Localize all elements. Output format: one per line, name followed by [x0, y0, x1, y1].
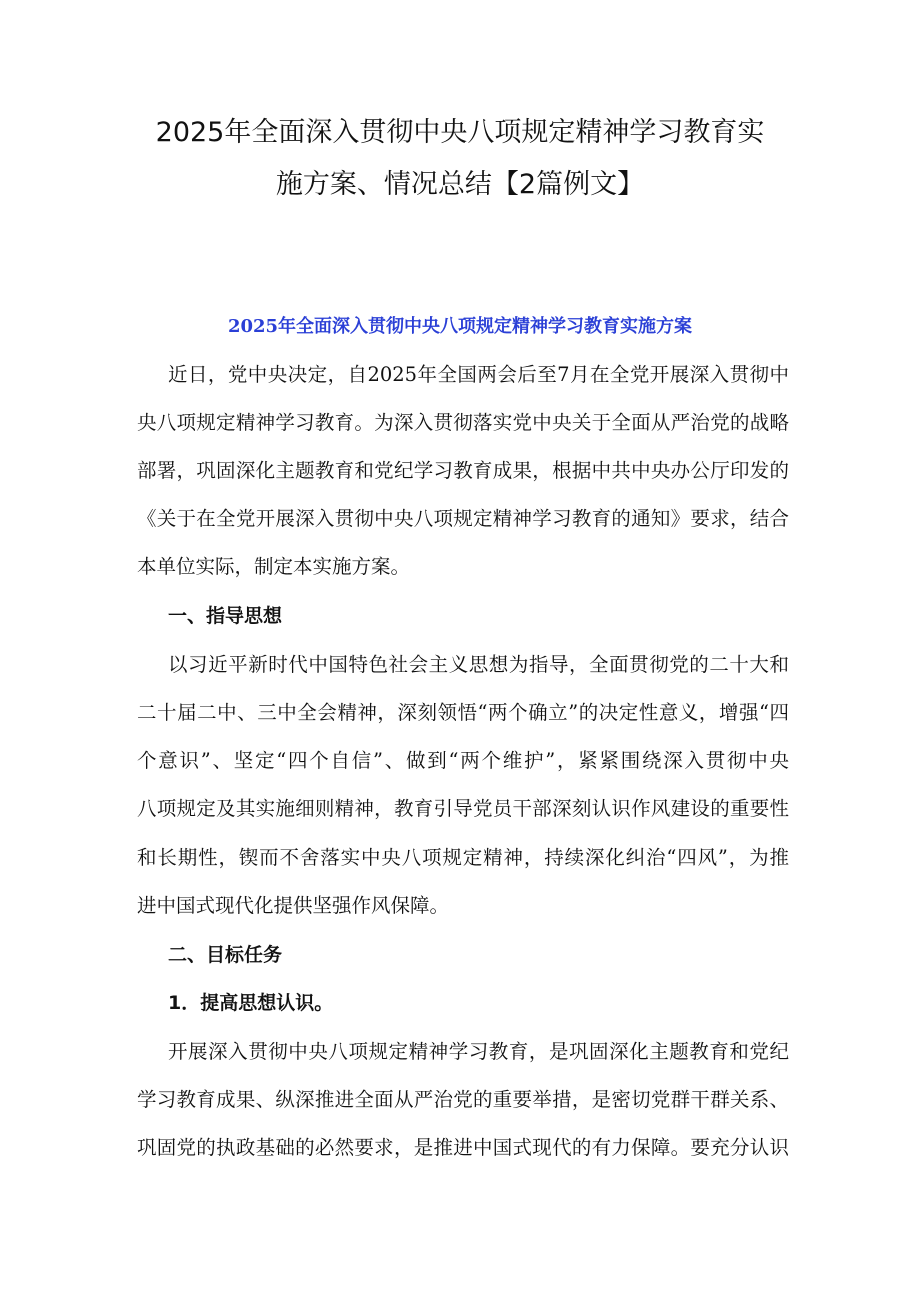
- section-heading-goals: 二、目标任务: [168, 944, 283, 966]
- section1-line: 个意识”、坚定“四个自信”、做到“两个维护”，紧紧围绕深入贯彻中央: [137, 749, 789, 772]
- intro-line: 近日，党中央决定，自2025年全国两会后至7月在全党开展深入贯彻中: [168, 363, 789, 386]
- intro-line: 部署，巩固深化主题教育和党纪学习教育成果，根据中共中央办公厅印发的: [137, 459, 789, 482]
- intro-line: 本单位实际，制定本实施方案。: [137, 555, 411, 578]
- document-title-line-2: 施方案、情况总结【2篇例文】: [275, 169, 645, 200]
- section1-line: 以习近平新时代中国特色社会主义思想为指导，全面贯彻党的二十大和: [168, 653, 789, 676]
- item1-line: 开展深入贯彻中央八项规定精神学习教育，是巩固深化主题教育和党纪: [168, 1040, 789, 1063]
- item-heading-raise-awareness: 1．提高思想认识。: [168, 992, 334, 1014]
- section-subtitle: 2025年全面深入贯彻中央八项规定精神学习教育实施方案: [227, 316, 693, 337]
- item1-line: 巩固党的执政基础的必然要求，是推进中国式现代的有力保障。要充分认识: [137, 1136, 789, 1159]
- section1-line: 八项规定及其实施细则精神，教育引导党员干部深刻认识作风建设的重要性: [137, 797, 789, 820]
- item1-line: 学习教育成果、纵深推进全面从严治党的重要举措，是密切党群干群关系、: [137, 1088, 789, 1111]
- section1-line: 二十届二中、三中全会精神，深刻领悟“两个确立”的决定性意义，增强“四: [137, 701, 789, 724]
- section1-line: 和长期性，锲而不舍落实中央八项规定精神，持续深化纠治“四风”，为推: [137, 846, 789, 869]
- section-heading-guiding-ideology: 一、指导思想: [168, 605, 283, 627]
- intro-line: 央八项规定精神学习教育。为深入贯彻落实党中央关于全面从严治党的战略: [137, 411, 789, 434]
- document-title-line-1: 2025年全面深入贯彻中央八项规定精神学习教育实: [155, 117, 765, 148]
- intro-line: 《关于在全党开展深入贯彻中央八项规定精神学习教育的通知》要求，结合: [137, 507, 789, 530]
- section1-line: 进中国式现代化提供坚强作风保障。: [137, 894, 450, 917]
